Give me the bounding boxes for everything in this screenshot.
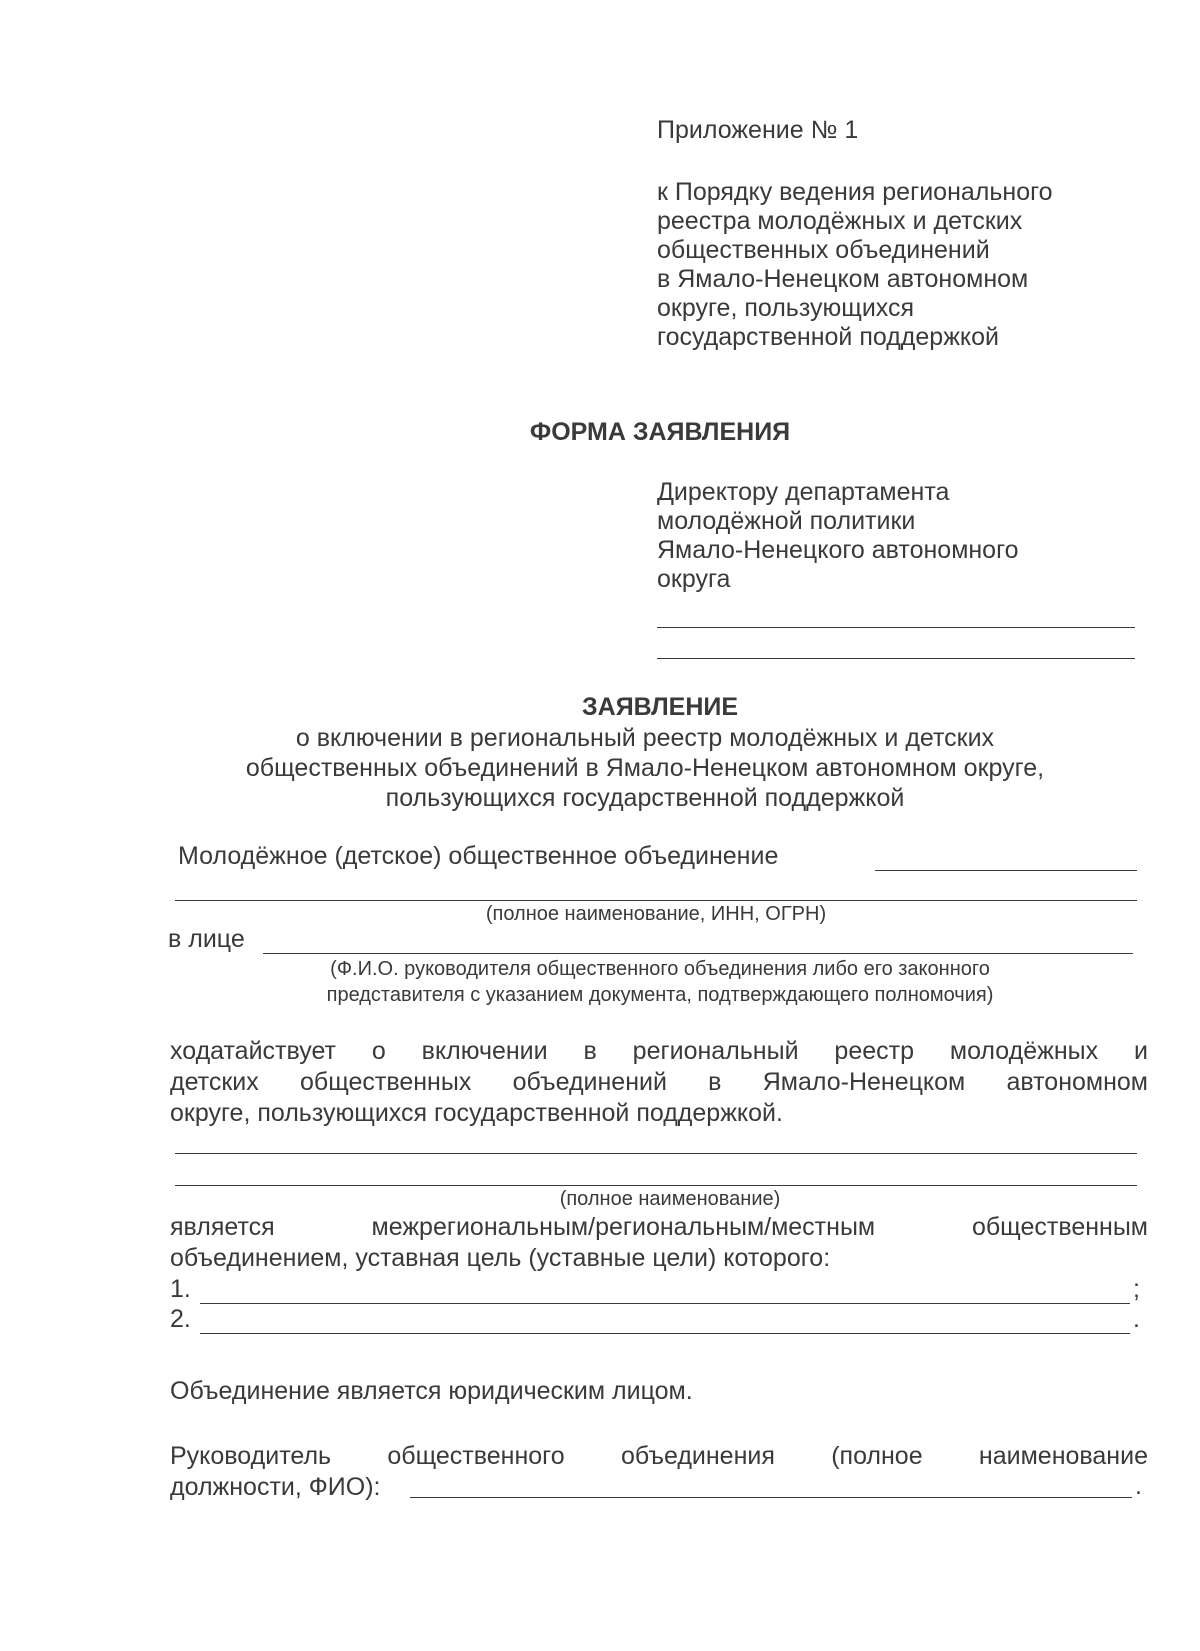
- goal-blank-1[interactable]: [200, 1303, 1130, 1304]
- goal-number: 1.: [170, 1275, 191, 1303]
- subtitle-line: пользующихся государственной поддержкой: [385, 784, 905, 812]
- full-name-caption: (полное наименование): [559, 1188, 781, 1210]
- org-name-blank-2[interactable]: [175, 900, 1137, 901]
- org-label: Молодёжное (детское) общественное объединение: [178, 842, 779, 870]
- head-line: Руководитель общественного объединения (полное наименование: [170, 1442, 1148, 1470]
- appendix-label: Приложение № 1: [657, 116, 859, 144]
- person-blank[interactable]: [263, 953, 1133, 954]
- person-caption-line: (Ф.И.О. руководителя общественного объединения либо его законного: [330, 958, 990, 980]
- person-label: в лице: [168, 925, 245, 953]
- goal-end-mark: ;: [1133, 1275, 1140, 1303]
- legal-entity-statement: Объединение является юридическим лицом.: [170, 1377, 693, 1405]
- addressee: [657, 478, 1019, 594]
- addressee-line: Ямало-Ненецкого автономного: [657, 536, 1019, 564]
- statement-title: ЗАЯВЛЕНИЕ: [581, 693, 739, 721]
- org-name-blank-1[interactable]: [875, 870, 1137, 871]
- goal-blank-2[interactable]: [200, 1333, 1130, 1334]
- org-caption: (полное наименование, ИНН, ОГРН): [485, 903, 827, 925]
- statement-subtitle: [170, 723, 1120, 813]
- full-name-blank-1[interactable]: [175, 1153, 1137, 1154]
- appendix-line: государственной поддержкой: [657, 323, 1000, 351]
- head-paragraph: [170, 1441, 1148, 1503]
- addressee-blank-2[interactable]: [657, 658, 1135, 659]
- petition-line: округе, пользующихся государственной поддержкой.: [170, 1099, 783, 1127]
- addressee-line: молодёжной политики: [657, 507, 916, 535]
- person-caption: [230, 956, 1090, 1008]
- head-line: должности, ФИО):: [170, 1473, 381, 1501]
- appendix-line: общественных объединений: [657, 236, 990, 264]
- appendix-line: реестра молодёжных и детских: [657, 207, 1023, 235]
- form-title: ФОРМА ЗАЯВЛЕНИЯ: [529, 418, 791, 446]
- appendix-line: к Порядку ведения регионального: [657, 178, 1053, 206]
- full-name-blank-2[interactable]: [175, 1185, 1137, 1186]
- status-paragraph: [170, 1212, 1148, 1274]
- subtitle-line: общественных объединений в Ямало-Ненецком автономном округе,: [245, 754, 1045, 782]
- status-line: является межрегиональным/региональным/местным общественным: [170, 1213, 1148, 1241]
- goal-number: 2.: [170, 1305, 191, 1333]
- person-caption-line: представителя с указанием документа, подтверждающего полномочия): [326, 984, 994, 1006]
- petition-line: детских общественных объединений в Ямало-Ненецком автономном: [170, 1068, 1148, 1096]
- subtitle-line: о включении в региональный реестр молодёжных и детских: [295, 724, 995, 752]
- head-blank[interactable]: [410, 1497, 1132, 1498]
- status-line: объединением, уставная цель (уставные цели) которого:: [170, 1244, 831, 1272]
- addressee-blank-1[interactable]: [657, 627, 1135, 628]
- petition-line: ходатайствует о включении в региональный реестр молодёжных и: [170, 1037, 1148, 1065]
- appendix-line: в Ямало-Ненецком автономном: [657, 265, 1029, 293]
- head-end-mark: .: [1135, 1472, 1142, 1500]
- goal-end-mark: .: [1133, 1305, 1140, 1333]
- appendix-line: округе, пользующихся: [657, 294, 915, 322]
- petition-paragraph: [170, 1036, 1148, 1129]
- appendix-reference: [657, 178, 1053, 352]
- addressee-line: Директору департамента: [657, 478, 950, 506]
- addressee-line: округа: [657, 565, 731, 593]
